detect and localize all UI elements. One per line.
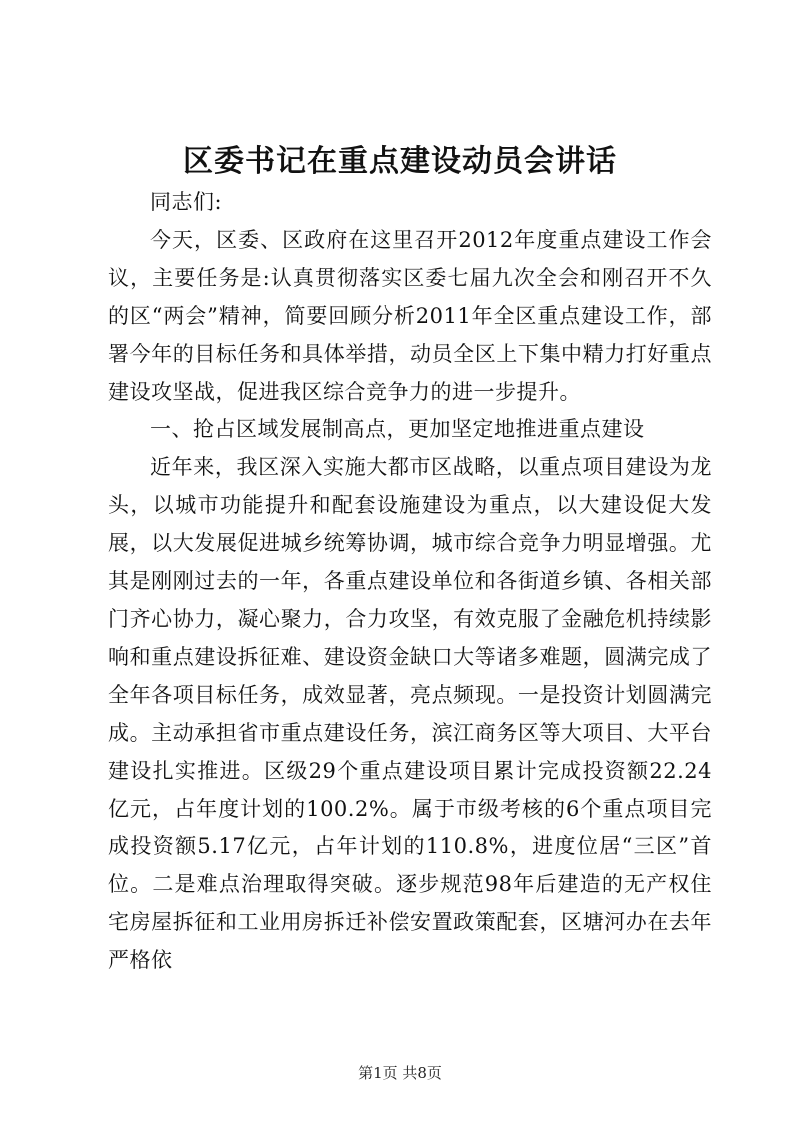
document-title: 区委书记在重点建设动员会讲话 [183,144,617,179]
body-paragraph: 近年来，我区深入实施大都市区战略，以重点项目建设为龙头，以城市功能提升和配套设施建设为重点，以大建设促大发展，以大发展促进城乡统筹协调，城市综合竞争力明显增强。尤其是刚刚过去的一年，各重点建设单位和各街道乡镇、各相关部门齐心协力，凝心聚力，合力攻坚，有效克服了金融危机持续影响和重点建设拆征难、建设资金缺口大等诸多难题，圆满完成了全年各项目标任务，成效显著，亮点频现。一是投资计划圆满完成。主动承担省市重点建设任务，滨江商务区等大项目、大平台建设扎实推进。区级29个重点建设项目累计完成投资额22.24亿元，占年度计划的100.2%。属于市级考核的6个重点项目完成投资额5.17亿元，占年计划的110.8%，进度位居“三区”首位。二是难点治理取得突破。逐步规范98年后建造的无产权住宅房屋拆征和工业用房拆迁补偿安置政策配套，区塘河办在去年严格依 [108,455,712,973]
intro-paragraph: 今天，区委、区政府在这里召开2012年度重点建设工作会议，主要任务是:认真贯彻落实区委七届九次全会和刚召开不久的区“两会”精神，简要回顾分析2011年全区重点建设工作，部署今年的目标任务和具体举措，动员全区上下集中精力打好重点建设攻坚战，促进我区综合竞争力的进一步提升。 [108,227,712,404]
salutation-paragraph: 同志们: [150,190,223,214]
document-body [108,184,712,980]
page-number-footer: 第1页 共8页 [358,1064,442,1082]
section-heading: 一、抢占区域发展制高点，更加坚定地推进重点建设 [150,417,645,442]
